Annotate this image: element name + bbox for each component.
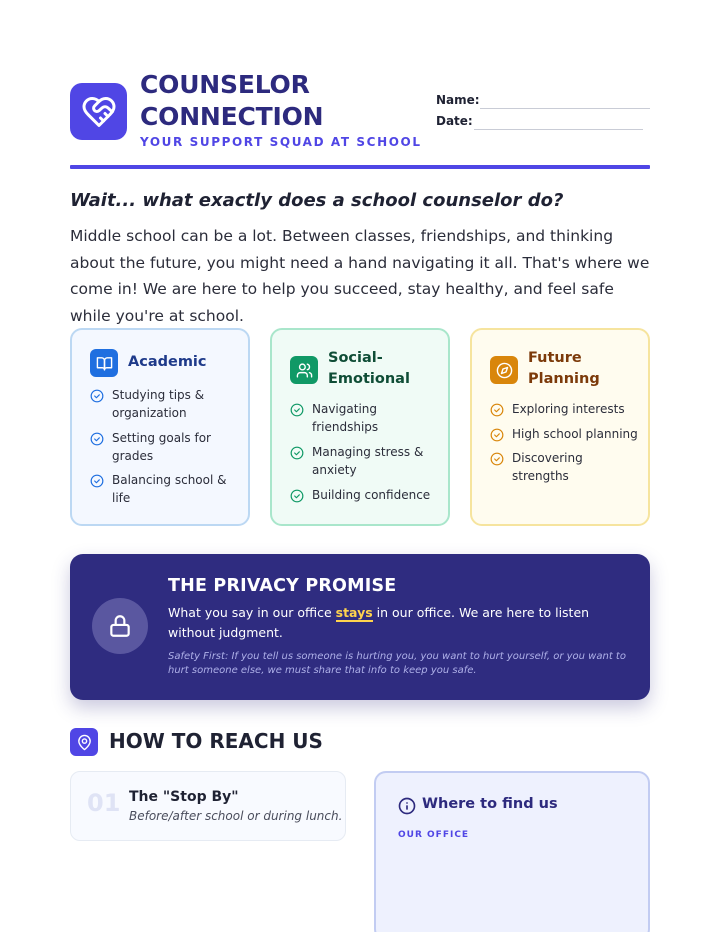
check-circle-icon (490, 452, 504, 466)
logo (70, 83, 127, 140)
card-social-emotional (270, 328, 450, 526)
check-circle-icon (290, 403, 304, 417)
lock-badge (92, 598, 148, 654)
list-item: Managing stress & anxiety (290, 444, 450, 479)
page-title (140, 69, 420, 133)
where-to-find-card (374, 771, 650, 932)
name-field[interactable] (480, 108, 650, 109)
book-icon (90, 349, 118, 377)
privacy-body: What you say in our office stays in our office. We are here to listen without judgment. (168, 605, 590, 640)
card-title: Social-Emotional (328, 350, 410, 387)
check-circle-icon (90, 432, 104, 446)
list-item: Setting goals for grades (90, 430, 250, 465)
compass-icon (490, 356, 518, 384)
page-subtitle: YOUR SUPPORT SQUAD AT SCHOOL (140, 135, 422, 149)
stop-by-title: The "Stop By" (129, 789, 239, 805)
list-item: Exploring interests (490, 401, 650, 419)
card-title: Academic (128, 354, 207, 370)
check-circle-icon (90, 474, 104, 488)
check-circle-icon (490, 403, 504, 417)
stop-by-card (70, 771, 346, 841)
card-title: Future Planning (528, 350, 600, 387)
lock-icon (107, 613, 133, 639)
step-number: 01 (87, 789, 121, 817)
privacy-highlight: stays (335, 605, 373, 620)
office-label: OUR OFFICE (398, 830, 470, 840)
check-circle-icon (90, 389, 104, 403)
name-label: Name: (436, 93, 480, 107)
map-pin-icon (70, 728, 98, 756)
intro-question: Wait... what exactly does a school counselor do? (70, 190, 564, 211)
list-item: Navigating friendships (290, 401, 450, 436)
where-title: Where to find us (422, 796, 558, 812)
check-circle-icon (290, 489, 304, 503)
title-line-2: CONNECTION (140, 102, 324, 131)
privacy-promise-panel (70, 554, 650, 700)
privacy-safety-note: Safety First: If you tell us someone is hurting you, you want to hurt yourself, or you want to hurt someone else, we must share that info to keep you safe. (168, 651, 626, 676)
list-item: Discovering strengths (490, 450, 650, 485)
check-circle-icon (490, 428, 504, 442)
card-academic (70, 328, 250, 526)
list-item: High school planning (490, 426, 650, 444)
header-divider (70, 165, 650, 169)
list-item: Studying tips & organization (90, 387, 250, 422)
section-title: HOW TO REACH US (109, 729, 323, 753)
list-item: Balancing school & life (90, 472, 250, 507)
stop-by-subtitle: Before/after school or during lunch. (129, 809, 343, 823)
date-label: Date: (436, 114, 473, 128)
privacy-title: THE PRIVACY PROMISE (168, 576, 397, 596)
users-icon (290, 356, 318, 384)
list-item: Building confidence (290, 487, 450, 505)
intro-paragraph: Middle school can be a lot. Between classes, friendships, and thinking about the future, you might need a hand navigating it all. That's where we come in! We are here to help you succeed, stay healthy, and feel safe while you're at school. (70, 227, 650, 325)
heart-handshake-icon (81, 94, 117, 130)
title-line-1: COUNSELOR (140, 70, 310, 99)
card-future-planning (470, 328, 650, 526)
check-circle-icon (290, 446, 304, 460)
date-field[interactable] (474, 129, 643, 130)
info-icon (398, 797, 416, 815)
